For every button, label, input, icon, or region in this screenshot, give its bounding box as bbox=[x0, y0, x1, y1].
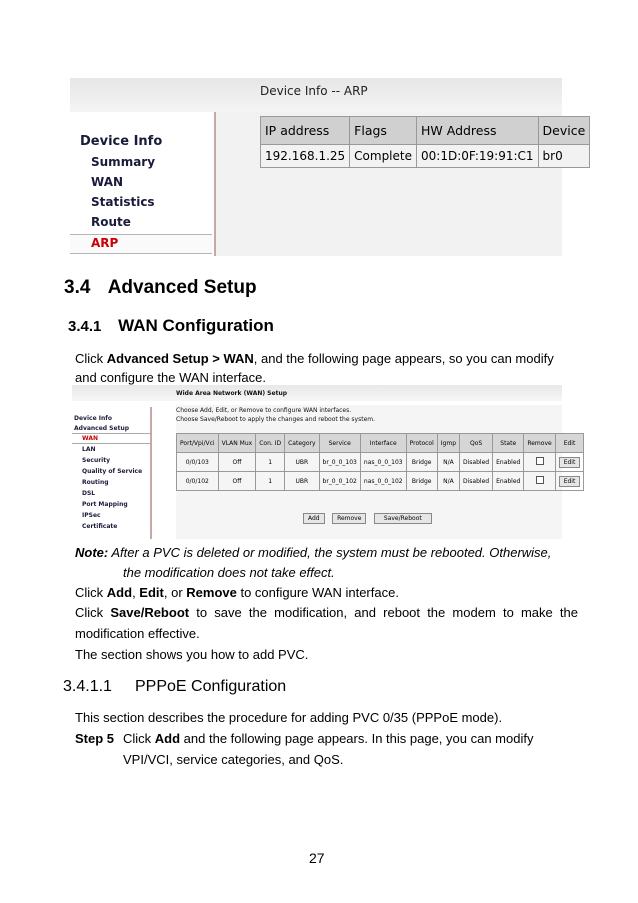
arp-table bbox=[260, 116, 590, 168]
instr-save-reboot: Save/Reboot bbox=[110, 605, 190, 620]
wan-col-interface: Interface bbox=[360, 434, 406, 453]
wan-banner bbox=[72, 385, 562, 401]
remove-cell bbox=[524, 453, 555, 472]
arp-cell: br0 bbox=[538, 145, 590, 168]
wan-cell: Bridge bbox=[406, 472, 437, 491]
note-text: After a PVC is deleted or modified, the system must be rebooted. Otherwise, bbox=[108, 545, 552, 560]
instr-text: Click bbox=[75, 585, 107, 600]
edit-cell bbox=[555, 453, 584, 472]
page-number: 27 bbox=[309, 850, 325, 866]
menu-routing[interactable]: Routing bbox=[82, 479, 109, 486]
wan-screenshot bbox=[72, 385, 576, 539]
intro-text-post: , and the following page appears, so you can modify bbox=[253, 351, 554, 366]
menu-route[interactable]: Route bbox=[91, 215, 131, 229]
edit-button[interactable]: Edit bbox=[559, 457, 581, 468]
wan-cell: 0/0/102 bbox=[177, 472, 219, 491]
menu-device-info[interactable]: Device Info bbox=[80, 134, 163, 149]
intro-line bbox=[75, 351, 554, 366]
wan-cell: UBR bbox=[285, 453, 319, 472]
wan-col-state: State bbox=[493, 434, 524, 453]
menu-certificate[interactable]: Certificate bbox=[82, 523, 118, 530]
arp-col-flags: Flags bbox=[350, 117, 417, 145]
wan-col-port: Port/Vpi/Vci bbox=[177, 434, 219, 453]
wan-sidebar-menu bbox=[72, 407, 152, 539]
pppoe-description: This section describes the procedure for adding PVC 0/35 (PPPoE mode). bbox=[75, 710, 503, 725]
menu-ipsec[interactable]: IPSec bbox=[82, 512, 101, 519]
arp-screenshot bbox=[70, 78, 586, 256]
remove-button[interactable]: Remove bbox=[332, 513, 366, 524]
section-title: Advanced Setup bbox=[107, 277, 257, 298]
remove-cell bbox=[524, 472, 555, 491]
wan-cell: Disabled bbox=[460, 472, 493, 491]
menu-wan[interactable]: WAN bbox=[82, 435, 99, 442]
arp-cell: 192.168.1.25 bbox=[261, 145, 350, 168]
wan-cell: UBR bbox=[285, 472, 319, 491]
wan-col-service: Service bbox=[319, 434, 360, 453]
wan-col-remove: Remove bbox=[524, 434, 555, 453]
instr-remove: Remove bbox=[186, 585, 237, 600]
subsubsection-title: PPPoE Configuration bbox=[135, 678, 287, 695]
section-heading bbox=[64, 277, 257, 299]
instr-text-post: to save the modification, and reboot the modem to make the bbox=[189, 605, 578, 620]
edit-cell bbox=[555, 472, 584, 491]
save-reboot-button[interactable]: Save/Reboot bbox=[374, 513, 432, 524]
wan-action-buttons bbox=[303, 507, 432, 525]
subsubsection-heading bbox=[63, 678, 287, 696]
wan-cell: Enabled bbox=[493, 472, 524, 491]
section-number: 3.4 bbox=[64, 277, 91, 298]
step-text-post: and the following page appears. In this page, you can modify bbox=[180, 731, 534, 746]
wan-cell: Off bbox=[218, 472, 256, 491]
add-button[interactable]: Add bbox=[303, 513, 325, 524]
instr-text-post: to configure WAN interface. bbox=[236, 585, 399, 600]
arp-col-hw: HW Address bbox=[417, 117, 539, 145]
subsection-title: WAN Configuration bbox=[118, 316, 274, 335]
wan-cell: br_0_0_102 bbox=[319, 472, 360, 491]
menu-dsl[interactable]: DSL bbox=[82, 490, 96, 497]
step-label: Step 5 bbox=[75, 731, 115, 746]
arp-col-ip: IP address bbox=[261, 117, 350, 145]
wan-col-protocol: Protocol bbox=[406, 434, 437, 453]
wan-cell: br_0_0_103 bbox=[319, 453, 360, 472]
wan-cell: Enabled bbox=[493, 453, 524, 472]
wan-col-igmp: Igmp bbox=[437, 434, 459, 453]
wan-desc-1: Choose Add, Edit, or Remove to configure WAN interfaces. bbox=[176, 407, 352, 414]
menu-wan[interactable]: WAN bbox=[91, 175, 124, 189]
menu-security[interactable]: Security bbox=[82, 457, 111, 464]
instr-add: Add bbox=[106, 585, 133, 600]
menu-qos[interactable]: Quality of Service bbox=[82, 468, 143, 475]
menu-device-info[interactable]: Device Info bbox=[74, 415, 112, 422]
wan-cell: nas_0_0_102 bbox=[360, 472, 406, 491]
wan-title: Wide Area Network (WAN) Setup bbox=[176, 390, 288, 397]
arp-table-header bbox=[261, 117, 590, 145]
wan-col-vlan: VLAN Mux bbox=[218, 434, 256, 453]
intro-line-2: and configure the WAN interface. bbox=[75, 370, 267, 385]
subsection-number: 3.4.1 bbox=[68, 318, 102, 335]
wan-table-header bbox=[177, 434, 584, 453]
arp-col-device: Device bbox=[538, 117, 590, 145]
wan-cell: 1 bbox=[256, 453, 285, 472]
instr-edit: Edit bbox=[139, 585, 164, 600]
step-add: Add bbox=[154, 731, 181, 746]
intro-bold: Advanced Setup > WAN bbox=[106, 351, 254, 366]
instr-text: Click bbox=[75, 605, 111, 620]
menu-summary[interactable]: Summary bbox=[91, 155, 156, 169]
instruction-add-edit-remove bbox=[75, 585, 399, 600]
subsubsection-number: 3.4.1.1 bbox=[63, 678, 112, 695]
table-row bbox=[177, 472, 584, 491]
instr-sep: , bbox=[132, 585, 140, 600]
wan-cell: N/A bbox=[437, 472, 459, 491]
menu-lan[interactable]: LAN bbox=[82, 446, 96, 453]
menu-statistics[interactable]: Statistics bbox=[91, 195, 155, 209]
wan-cell: Bridge bbox=[406, 453, 437, 472]
wan-table bbox=[176, 433, 584, 491]
instruction-add-pvc: The section shows you how to add PVC. bbox=[75, 647, 309, 662]
remove-checkbox[interactable] bbox=[536, 457, 544, 465]
wan-cell: 0/0/103 bbox=[177, 453, 219, 472]
wan-cell: nas_0_0_103 bbox=[360, 453, 406, 472]
wan-col-qos: QoS bbox=[460, 434, 493, 453]
wan-col-conid: Con. ID bbox=[256, 434, 285, 453]
note-line bbox=[75, 545, 551, 560]
step-text-pre: Click bbox=[123, 731, 155, 746]
menu-advanced-setup[interactable]: Advanced Setup bbox=[74, 425, 130, 432]
menu-port-mapping[interactable]: Port Mapping bbox=[82, 501, 128, 508]
table-row bbox=[177, 453, 584, 472]
arp-cell: 00:1D:0F:19:91:C1 bbox=[417, 145, 539, 168]
table-row bbox=[261, 145, 590, 168]
wan-desc-2: Choose Save/Reboot to apply the changes and reboot the system. bbox=[176, 416, 376, 423]
intro-text: Click bbox=[75, 351, 107, 366]
menu-arp[interactable]: ARP bbox=[91, 236, 119, 250]
wan-cell: Disabled bbox=[460, 453, 493, 472]
note-line-2: the modification does not take effect. bbox=[123, 565, 335, 580]
wan-cell: Off bbox=[218, 453, 256, 472]
wan-col-category: Category bbox=[285, 434, 319, 453]
instr-sep: , or bbox=[163, 585, 187, 600]
wan-cell: 1 bbox=[256, 472, 285, 491]
instruction-save-reboot-2: modification effective. bbox=[75, 626, 200, 641]
note-label: Note: bbox=[75, 545, 109, 560]
step-text bbox=[123, 731, 533, 746]
wan-col-edit: Edit bbox=[555, 434, 584, 453]
wan-cell: N/A bbox=[437, 453, 459, 472]
arp-cell: Complete bbox=[350, 145, 417, 168]
step-text-2: VPI/VCI, service categories, and QoS. bbox=[123, 752, 344, 767]
arp-sidebar-menu bbox=[70, 112, 216, 256]
instruction-save-reboot bbox=[75, 605, 578, 620]
edit-button[interactable]: Edit bbox=[559, 476, 581, 487]
arp-title: Device Info -- ARP bbox=[260, 84, 368, 98]
remove-checkbox[interactable] bbox=[536, 476, 544, 484]
subsection-heading bbox=[68, 316, 274, 336]
